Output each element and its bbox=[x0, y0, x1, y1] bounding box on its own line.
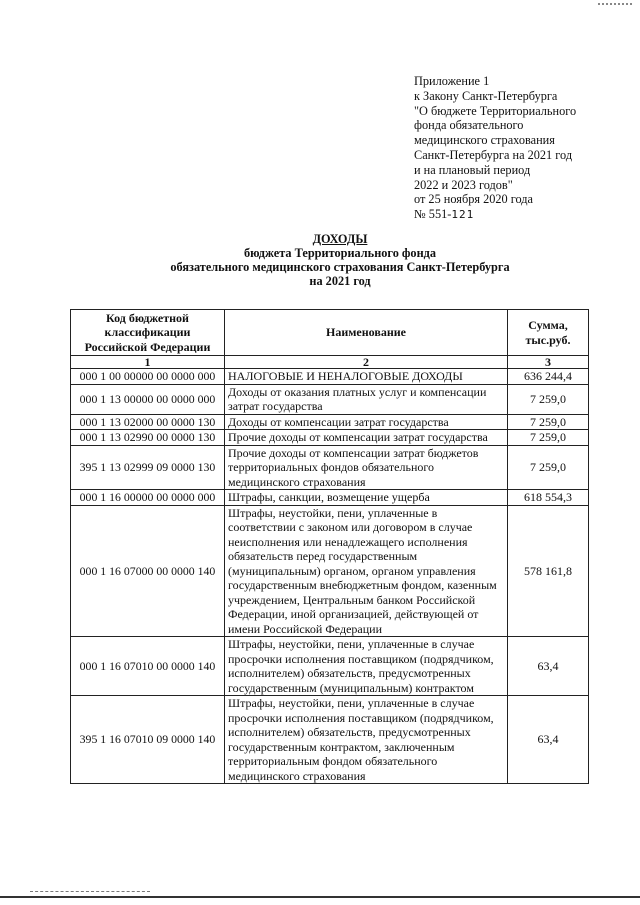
table-row bbox=[71, 505, 589, 637]
row-sum: 63,4 bbox=[508, 637, 589, 696]
table-row bbox=[71, 445, 589, 490]
column-number: 3 bbox=[508, 356, 589, 369]
row-sum: 7 259,0 bbox=[508, 384, 589, 414]
row-code: 000 1 00 00000 00 0000 000 bbox=[71, 369, 225, 385]
scan-artifact-top bbox=[598, 0, 632, 5]
row-name: Штрафы, неустойки, пени, уплаченные в соответствии с законом или договором в случае неисполнения или ненадлежащего исполнения обязательств перед государственным (муниципальным) органом, органом управления государственным внебюджетным фондом, казенным учреждением, Центральным банком Российской Федерации, иной организацией, действующей от имени Российской Федерации bbox=[225, 505, 508, 637]
row-name: НАЛОГОВЫЕ И НЕНАЛОГОВЫЕ ДОХОДЫ bbox=[225, 369, 508, 385]
row-code: 000 1 13 02990 00 0000 130 bbox=[71, 430, 225, 446]
appendix-line: медицинского страхования bbox=[414, 133, 555, 148]
table-row bbox=[71, 430, 589, 446]
document-title bbox=[150, 232, 530, 288]
row-sum: 63,4 bbox=[508, 696, 589, 784]
row-sum: 636 244,4 bbox=[508, 369, 589, 385]
scan-artifact-bottom bbox=[30, 891, 150, 895]
appendix-line: 2022 и 2023 годов" bbox=[414, 177, 513, 192]
title-main: ДОХОДЫ bbox=[312, 232, 368, 246]
title-line: обязательного медицинского страхования Санкт-Петербурга bbox=[170, 260, 510, 274]
row-name: Штрафы, неустойки, пени, уплаченные в случае просрочки исполнения поставщиком (подрядчиком, исполнителем) обязательств, предусмотренных государственным (муниципальным) контрактом bbox=[225, 637, 508, 696]
header-code: Код бюджетной классификации Российской Федерации bbox=[71, 310, 225, 356]
table-row bbox=[71, 414, 589, 430]
row-name: Прочие доходы от компенсации затрат государства bbox=[225, 430, 508, 446]
income-table bbox=[70, 309, 589, 784]
appendix-line: от 25 ноября 2020 года bbox=[414, 192, 534, 207]
table-row bbox=[71, 637, 589, 696]
row-name: Штрафы, неустойки, пени, уплаченные в случае просрочки исполнения поставщиком (подрядчиком, исполнителем) обязательств, предусмотренных государственным контрактом, заключенным территориальным фондом обязательного медицинского страхования bbox=[225, 696, 508, 784]
row-code: 000 1 16 07010 00 0000 140 bbox=[71, 637, 225, 696]
row-sum: 7 259,0 bbox=[508, 414, 589, 430]
appendix-line: "О бюджете Территориального bbox=[414, 103, 577, 118]
column-number: 2 bbox=[225, 356, 508, 369]
document-number-handwritten: 121 bbox=[451, 208, 475, 222]
document-number bbox=[414, 207, 634, 223]
scan-edge-line bbox=[0, 896, 640, 898]
table-row bbox=[71, 696, 589, 784]
appendix-block bbox=[414, 74, 634, 223]
appendix-line: фонда обязательного bbox=[414, 118, 524, 133]
row-code: 000 1 16 07000 00 0000 140 bbox=[71, 505, 225, 637]
column-number: 1 bbox=[71, 356, 225, 369]
row-name: Доходы от оказания платных услуг и компенсации затрат государства bbox=[225, 384, 508, 414]
header-name: Наименование bbox=[225, 310, 508, 356]
appendix-line: Приложение 1 bbox=[414, 74, 490, 88]
row-code: 000 1 13 02000 00 0000 130 bbox=[71, 414, 225, 430]
row-code: 000 1 16 00000 00 0000 000 bbox=[71, 490, 225, 506]
table-row bbox=[71, 384, 589, 414]
title-line: на 2021 год bbox=[309, 274, 371, 288]
row-code: 000 1 13 00000 00 0000 000 bbox=[71, 384, 225, 414]
appendix-line: Санкт-Петербурга на 2021 год bbox=[414, 147, 573, 162]
row-code: 395 1 13 02999 09 0000 130 bbox=[71, 445, 225, 490]
column-number-row bbox=[71, 356, 589, 369]
row-code: 395 1 16 07010 09 0000 140 bbox=[71, 696, 225, 784]
title-line: бюджета Территориального фонда bbox=[243, 246, 437, 260]
row-name: Доходы от компенсации затрат государства bbox=[225, 414, 508, 430]
table-row bbox=[71, 369, 589, 385]
row-name: Прочие доходы от компенсации затрат бюджетов территориальных фондов обязательного медицинского страхования bbox=[225, 445, 508, 490]
row-sum: 7 259,0 bbox=[508, 445, 589, 490]
appendix-line: и на плановый период bbox=[414, 162, 531, 177]
row-sum: 7 259,0 bbox=[508, 430, 589, 446]
document-number-prefix: № 551- bbox=[414, 207, 452, 222]
row-sum: 618 554,3 bbox=[508, 490, 589, 506]
table-row bbox=[71, 490, 589, 506]
header-sum: Сумма, тыс.руб. bbox=[508, 310, 589, 356]
row-name: Штрафы, санкции, возмещение ущерба bbox=[225, 490, 508, 506]
appendix-line: к Закону Санкт-Петербурга bbox=[414, 88, 558, 103]
row-sum: 578 161,8 bbox=[508, 505, 589, 637]
table-header-row bbox=[71, 310, 589, 356]
